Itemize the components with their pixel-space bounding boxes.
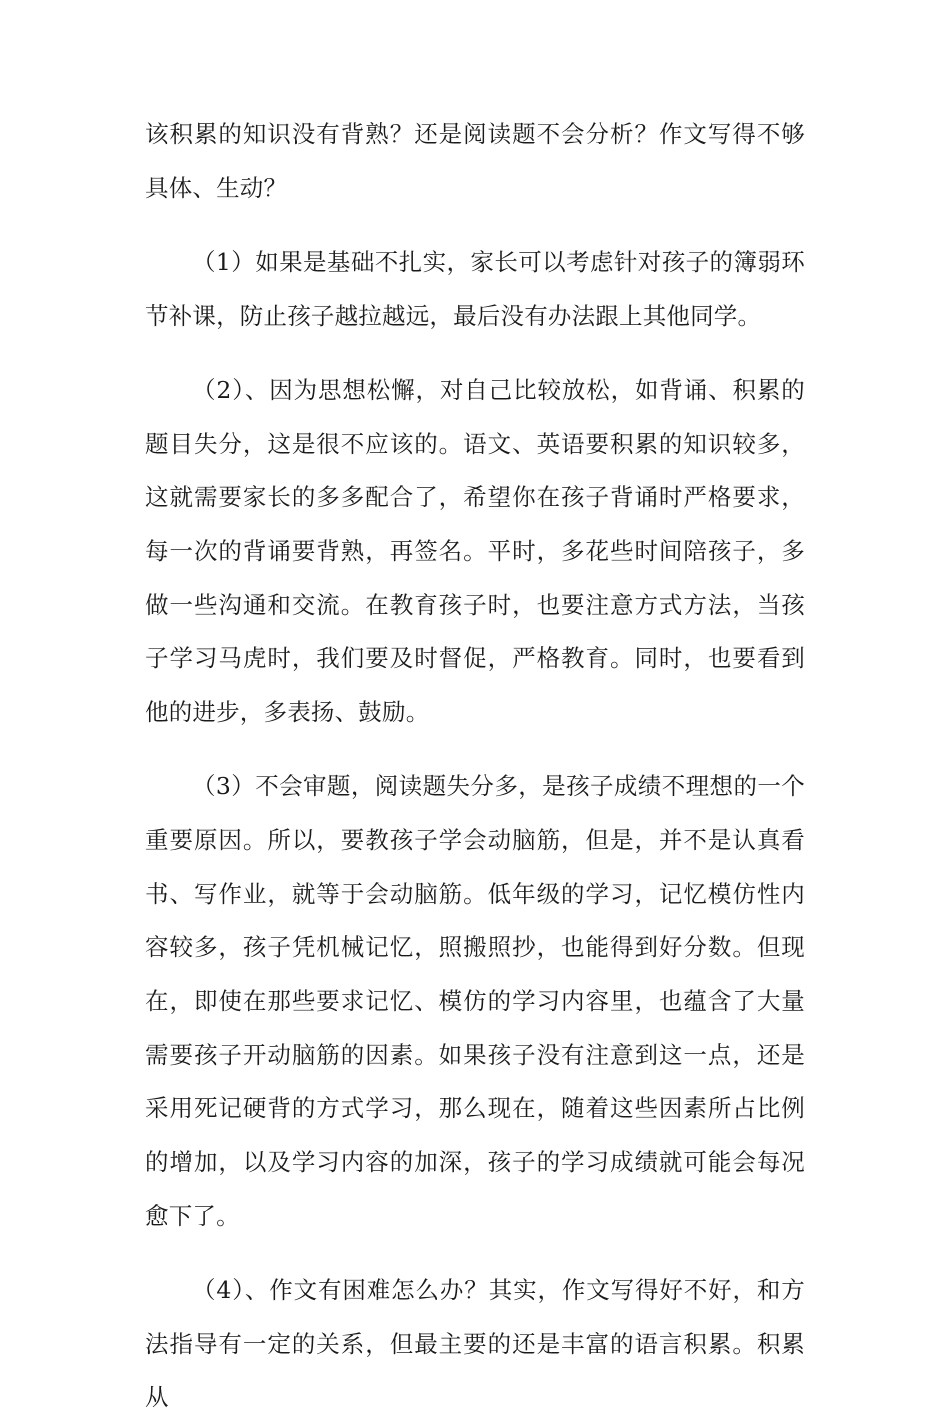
paragraph-2: （2）、因为思想松懈，对自己比较放松，如背诵、积累的题目失分，这是很不应该的。语文、英语要积累的知识较多，这就需要家长的多多配合了，希望你在孩子背诵时严格要求，每一次的背诵要背熟，再签名。平时，多花些时间陪孩子，多做一些沟通和交流。在教育孩子时，也要注意方式方法，当孩子学习马虎时，我们要及时督促，严格教育。同时，也要看到他的进步，多表扬、鼓励。 bbox=[145, 375, 805, 727]
document-body bbox=[145, 108, 805, 1425]
paragraph-4: （4）、作文有困难怎么办？其实，作文写得好不好，和方法指导有一定的关系，但最主要的还是丰富的语言积累。积累从 bbox=[145, 1276, 805, 1412]
paragraph-1: （1）如果是基础不扎实，家长可以考虑针对孩子的簿弱环节补课，防止孩子越拉越远，最后没有办法跟上其他同学。 bbox=[145, 247, 805, 330]
paragraph-continued: 该积累的知识没有背熟？还是阅读题不会分析？作文写得不够具体、生动？ bbox=[145, 120, 805, 202]
paragraph-3: （3）不会审题，阅读题失分多，是孩子成绩不理想的一个重要原因。所以，要教孩子学会动脑筋，但是，并不是认真看书、写作业，就等于会动脑筋。低年级的学习，记忆模仿性内容较多，孩子凭机械记忆，照搬照抄，也能得到好分数。但现在，即使在那些要求记忆、模仿的学习内容里，也蕴含了大量需要孩子开动脑筋的因素。如果孩子没有注意到这一点，还是采用死记硬背的方式学习，那么现在，随着这些因素所占比例的增加，以及学习内容的加深，孩子的学习成绩就可能会每况愈下了。 bbox=[145, 772, 805, 1230]
